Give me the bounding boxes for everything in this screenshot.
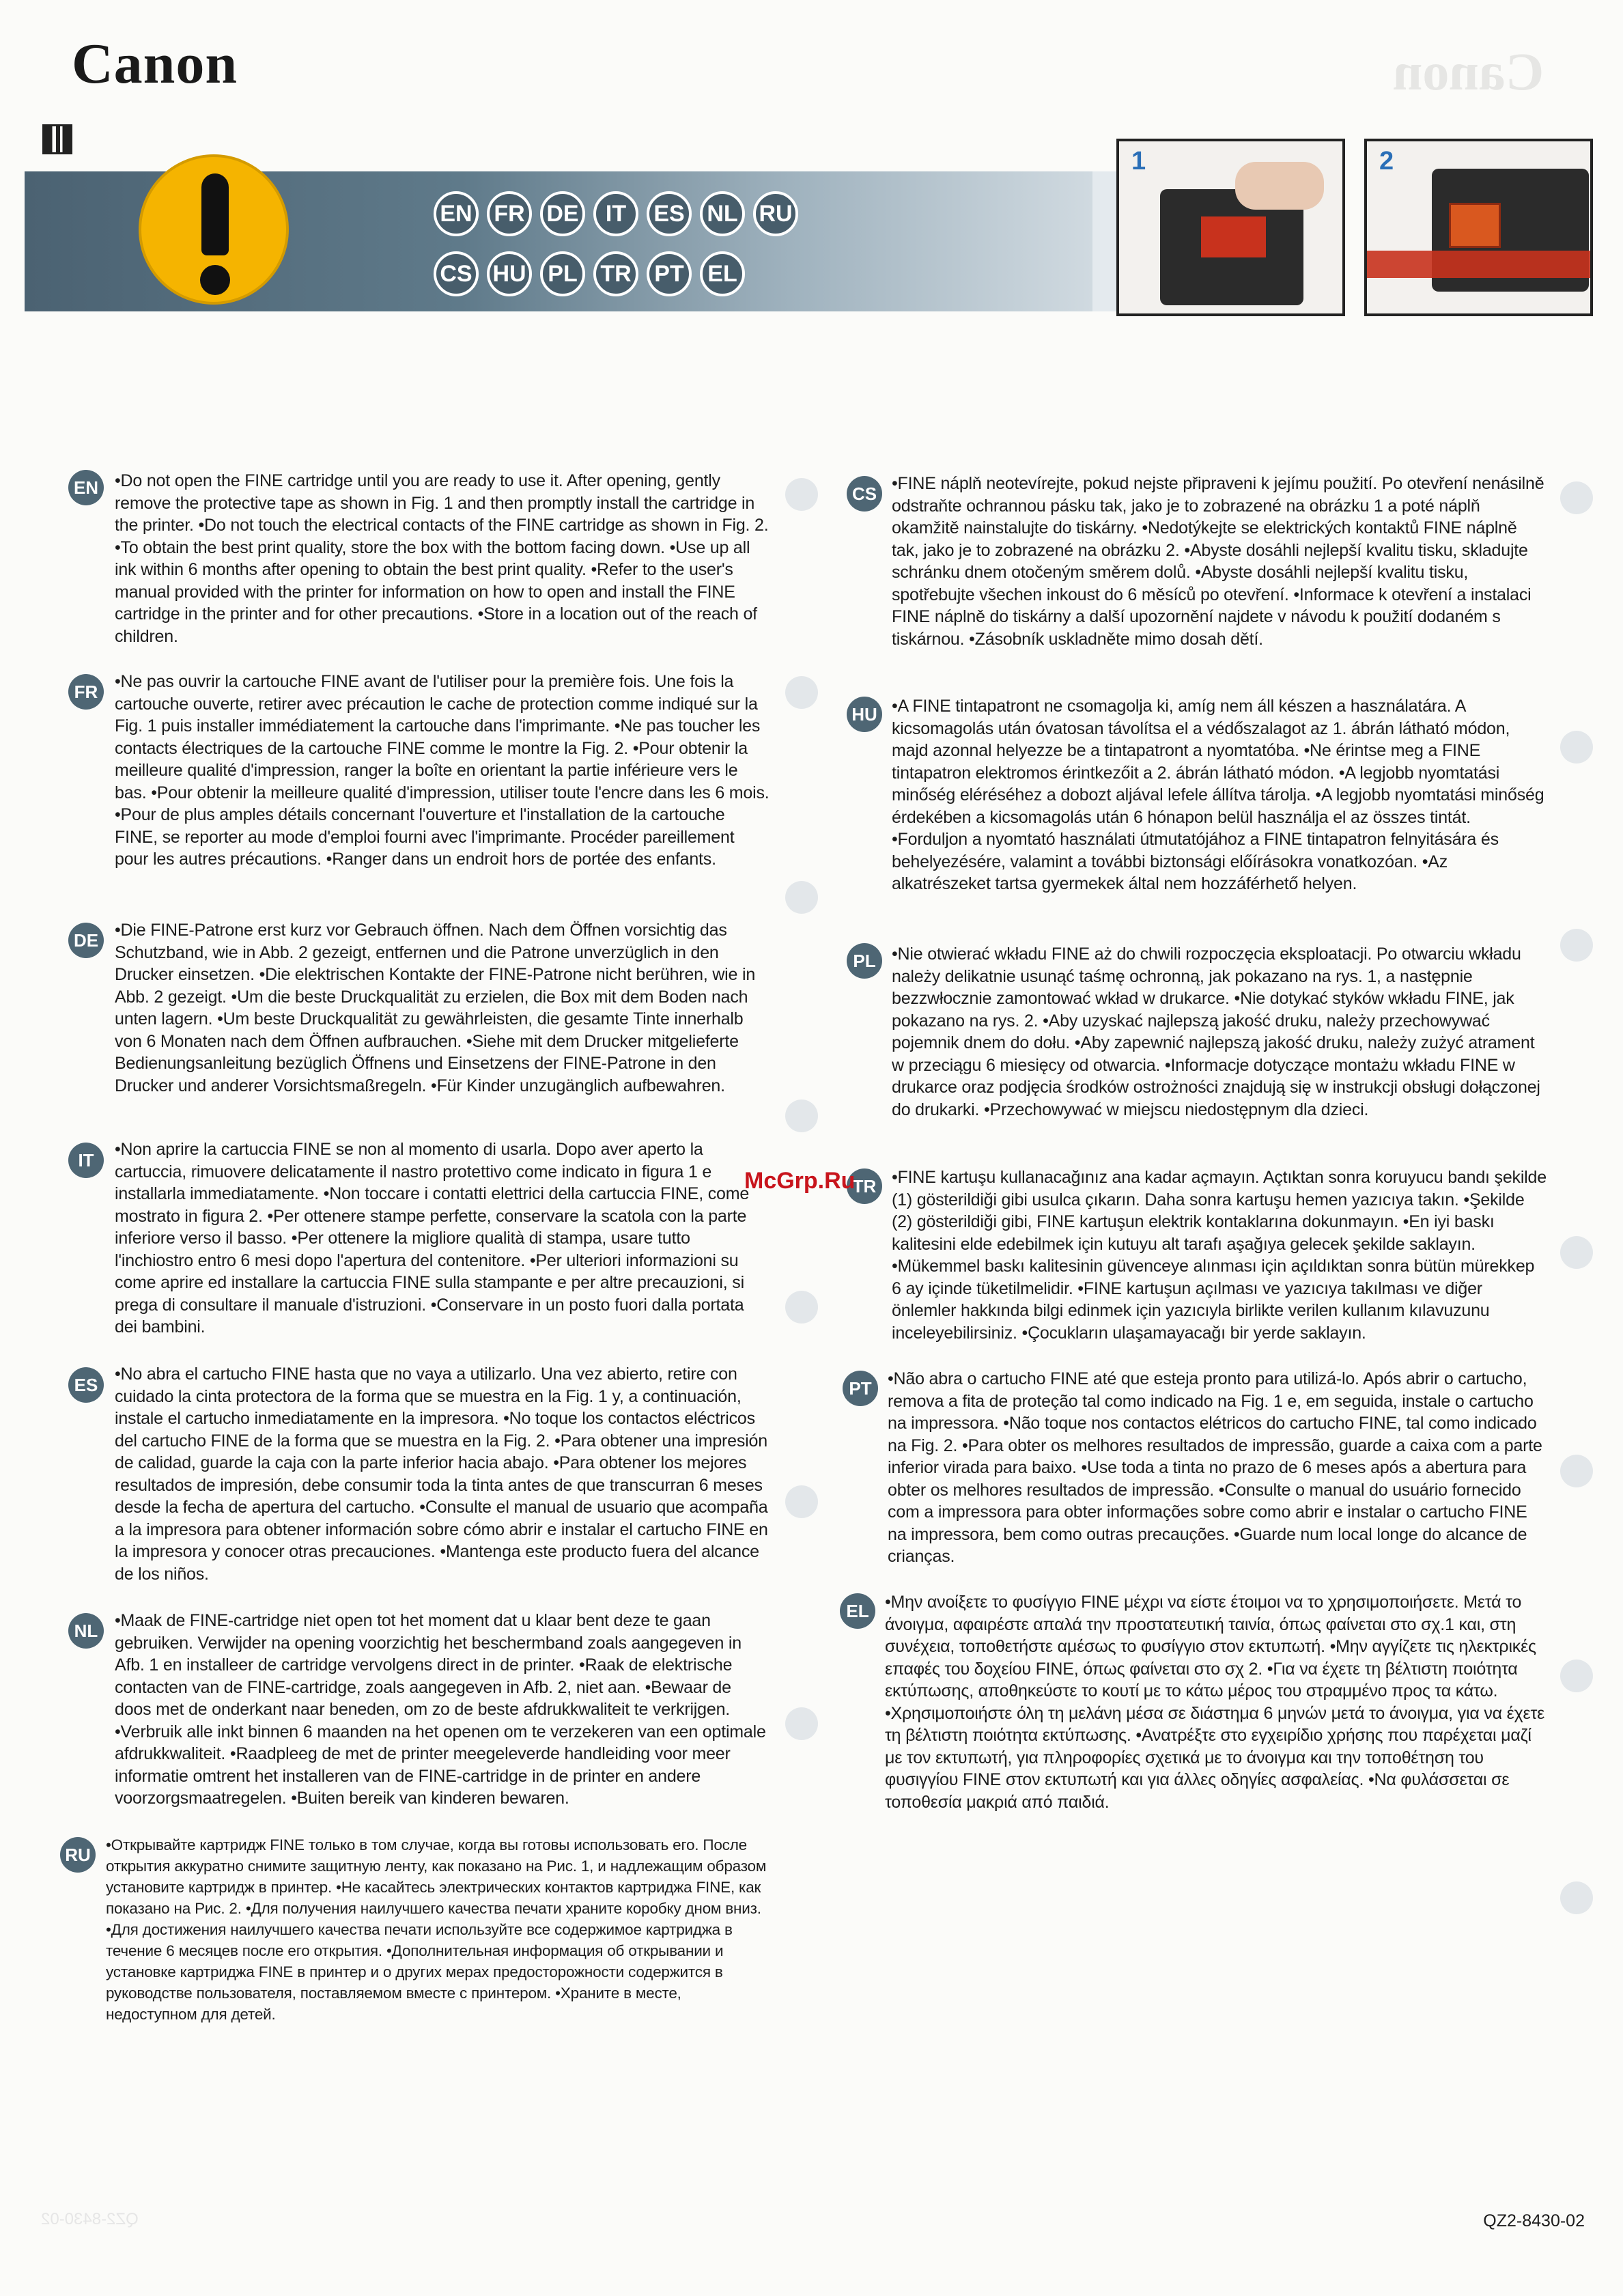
- language-badge-pt: PT: [647, 251, 692, 296]
- section-text-pt: •Não abra o cartucho FINE até que esteja pronto para utilizá-lo. Após abrir o cartucho, remova a fita de proteção tal como indicado na Fig. 1 e, em seguida, instale o cartucho na impressora. •Não toque nos contactos elétricos do cartucho FINE, tal como indicado na Fig. 2. •Para obter os melhores resultados de impressão, guarde a caixa com a parte inferior virada para baixo. •Use toda a tinta no prazo de 6 meses após a abertura para obter os melhores resultados de impressão. •Consulte o manual do usuário fornecido com a impressora para obter informações sobre como abrir e instalar o cartucho FINE na impressora, bem como outras precauções. •Guarde num local longe do alcance de crianças.: [888, 1369, 1542, 1566]
- section-text-fr: •Ne pas ouvrir la cartouche FINE avant de l'utiliser pour la première fois. Une fois la cartouche ouverte, retirer avec précaution le cache de protection comme indiqué sur la Fig. 1 puis installer immédiatement la cartouche dans l'imprimante. •Ne pas toucher les contacts électriques de la cartouche FINE comme le montre la Fig. 2. •Pour obtenir la meilleure qualité d'impression, ranger la boîte en orientant la partie inférieure vers le bas. •Pour obtenir la meilleure qualité d'impression, utiliser toute l'encre dans les 6 mois. •Pour de plus amples détails concernant l'ouverture et l'installation de la cartouche FINE, se reporter au mode d'emploi fourni avec l'imprimante. Procéder pareillement pour les autres précautions. •Ranger dans un endroit hors de portée des enfants.: [115, 672, 770, 869]
- watermark: McGrp.Ru: [744, 1168, 856, 1194]
- electrical-contacts-illustration: [1449, 203, 1501, 248]
- language-badge-it: IT: [593, 191, 638, 236]
- section-text-pl: •Nie otwierać wkładu FINE aż do chwili rozpoczęcia eksploatacji. Po otwarciu wkładu należy delikatnie usunąć taśmę ochronną, jak pokazano na rys. 1, a następnie bezzwłocznie zamontować wkład w drukarce. •Nie dotykać styków wkładu FINE, jak pokazano na rys. 2. •Aby uzyskać najlepszą jakość druku, należy przechowywać pojemnik dnem do dołu. •Aby zapewnić najlepszą jakość druku, należy zużyć atrament w przeciągu 6 miesięcy od otwarcia. •Informacje dotyczące montażu wkładu FINE w drukarce oraz podjęcia środków ostrożności znajdują się w instrukcji obsługi dołączonej do drukarki. •Przechowywać w miejscu niedostępnym dla dzieci.: [892, 944, 1540, 1119]
- language-badge-tr: TR: [593, 251, 638, 296]
- figure-2-label: 2: [1379, 147, 1394, 176]
- section-text-el: •Μην ανοίξετε το φυσίγγιο FINE μέχρι να είστε έτοιμοι να το χρησιμοποιήσετε. Μετά το άνοιγμα, αφαιρέστε απαλά την προστατευτική ταινία, όπως φαίνεται στο σχ.1 και, στη συνέχεια, τοποθετήστε αμέσως το φυσίγγιο στον εκτυπωτή. •Μην αγγίζετε τις ηλεκτρικές επαφές του δοχείου FINE, όπως φαίνεται στο σχ 2. •Για να έχετε τη βέλτιστη ποιότητα εκτύπωσης, αποθηκεύστε το κουτί με το κάτω μέρος του στραμμένο προς τα κάτω. •Χρησιμοποιήστε όλη τη μελάνη μέσα σε διάστημα 6 μηνών μετά το άνοιγμα, για να έχετε τη βέλτιστη ποιότητα εκτύπωσης. •Ανατρέξτε στο εγχειρίδιο χρήσης που παρέχεται μαζί με τον εκτυπωτή, για πληροφορίες σχετικά με το άνοιγμα και την τοποθέτηση του φυσιγγίου FINE στον εκτυπωτή και για άλλες οδηγίες ασφαλείας. •Να φυλάσσεται σε τοποθεσία μακριά από παιδιά.: [885, 1593, 1545, 1812]
- figure-2-electrical-contacts: [1364, 139, 1593, 316]
- language-badge-es: ES: [647, 191, 692, 236]
- bleed-through-badge: [785, 881, 818, 914]
- lang-badge-nl: NL: [68, 1613, 104, 1649]
- bleed-through-badge: [785, 1485, 818, 1518]
- lang-badge-hu: HU: [847, 697, 882, 732]
- bleed-through-badge: [785, 1291, 818, 1324]
- bleed-through-badge: [1560, 1881, 1593, 1914]
- language-badge-hu: HU: [487, 251, 532, 296]
- bleed-through-badge: [1560, 481, 1593, 514]
- section-text-de: •Die FINE-Patrone erst kurz vor Gebrauch öffnen. Nach dem Öffnen vorsichtig das Schutzband, wie in Abb. 2 gezeigt, entfernen und die Patrone unverzüglich in den Drucker einsetzen. •Die elektrischen Kontakte der FINE-Patrone nicht berühren, wie in Abb. 2 gezeigt. •Um die beste Druckqualität zu erzielen, die Box mit dem Boden nach unten lagern. •Um beste Druckqualität zu gewährleisten, die gesamte Tinte innerhalb von 6 Monaten nach dem Öffnen aufbrauchen. •Siehe mit dem Drucker mitgelieferte Bedienungsanleitung bezüglich Öffnens und Einsetzens der FINE-Patrone in den Drucker und anderer Vorsichtsmaßregeln. •Für Kinder unzugänglich aufbewahren.: [115, 921, 756, 1095]
- lang-badge-el: EL: [840, 1593, 875, 1629]
- document-code: QZ2-8430-02: [1483, 2211, 1585, 2230]
- section-text-en: •Do not open the FINE cartridge until you are ready to use it. After opening, gently remove the protective tape as shown in Fig. 1 and then promptly install the cartridge in the printer. •Do not touch the electrical contacts of the FINE cartridge as shown in Fig. 2. •To obtain the best print quality, store the box with the bottom facing down. •Use up all ink within 6 months after opening to obtain the best print quality. •Refer to the user's manual provided with the printer for information on how to open and install the FINE cartridge in the printer and for other precautions. •Store in a location out of the reach of children.: [115, 471, 769, 646]
- section-text-cs: •FINE náplň neotevírejte, pokud nejste připraveni k jejímu použití. Po otevření nenásilně odstraňte ochrannou pásku tak, jako je to zobrazené na obrázku 1 a poté náplň okamžitě nainstalujte do tiskárny. •Nedotýkejte se elektrických kontaktů FINE náplně tak, jako je to zobrazené na obrázku 2. •Abyste dosáhli nejlepší kvalitu tisku, skladujte schránku dnem otočeným směrem dolů. •Abyste dosáhli nejlepší kvalitu tisku, spotřebujte všechen inkoust do 6 měsíců po otevření. •Informace k otevření a instalaci FINE náplně do tiskárny a další upozornění najdete v návodu k použití dodaném s tiskárnou. •Zásobník uskladněte mimo dosah dětí.: [892, 474, 1544, 649]
- bleed-through-badge: [785, 1100, 818, 1132]
- hand-illustration: [1235, 162, 1324, 210]
- section-text-nl: •Maak de FINE-cartridge niet open tot het moment dat u klaar bent deze te gaan gebruiken. Verwijder na opening voorzichtig het beschermband zoals aangegeven in Afb. 1 en installeer de cartridge vervolgens direct in de printer. •Raak de elektrische contacten van de FINE-cartridge, zoals aangegeven in Afb. 2, niet aan. •Bewaar de doos met de onderkant naar beneden, om zo de beste afdrukkwaliteit te verkrijgen. •Verbruik alle inkt binnen 6 maanden na het openen om te verzekeren van een optimale afdrukkwaliteit. •Raadpleeg de met de printer meegeleverde handleiding voor meer informatie omtrent het installeren van de FINE-cartridge in de printer en andere voorzorgsmaatregelen. •Buiten bereik van kinderen bewaren.: [115, 1611, 766, 1808]
- language-row-2: [434, 251, 798, 296]
- bleed-through-badge: [1560, 1236, 1593, 1269]
- bleed-through-badge: [1560, 731, 1593, 764]
- section-text-ru: •Открывайте картридж FINE только в том случае, когда вы готовы использовать его. После открытия аккуратно снимите защитную ленту, как показано на Рис. 1, и надлежащим образом установите картридж в принтер. •Не касайтесь электрических контактов картриджа FINE, как показано на Рис. 2. •Для получения наилучшего качества печати храните коробку дном вниз. •Для достижения наилучшего качества печати используйте все содержимое картриджа в течение 6 месяцев после его открытия. •Дополнительная информация об открывании и установке картриджа FINE в принтер и о других мерах предосторожности содержится в руководстве пользователя, поставляемом вместе с принтером. •Храните в месте, недоступном для детей.: [106, 1836, 767, 2023]
- lang-badge-de: DE: [68, 923, 104, 958]
- figure-1-label: 1: [1131, 147, 1146, 176]
- mirrored-brand-ghost: Canon: [1393, 42, 1544, 101]
- language-row-1: [434, 191, 798, 236]
- bleed-through-badge: [1560, 929, 1593, 962]
- language-badge-nl: NL: [700, 191, 745, 236]
- qr-code-icon: [42, 124, 72, 154]
- bleed-through-badge: [1560, 1455, 1593, 1487]
- bleed-through-badge: [785, 676, 818, 709]
- section-text-es: •No abra el cartucho FINE hasta que no vaya a utilizarlo. Una vez abierto, retire con cuidado la cinta protectora de la forma que se muestra en la Fig. 1 y, a continuación, instale el cartucho inmediatamente en la impresora. •No toque los contactos eléctricos del cartucho FINE de la forma que se muestra en la Fig. 2. •Para obtener una impresión de calidad, guarde la caja con la parte inferior hacia abajo. •Para obtener los mejores resultados de impresión, debe consumir toda la tinta antes de que transcurran 6 meses desde la fecha de apertura del cartucho. •Consulte el manual de usuario que acompaña a la impresora para obtener información sobre cómo abrir e instalar el cartucho FINE en la impresora y conocer otras precauciones. •Mantenga este producto fuera del alcance de los niños.: [115, 1364, 768, 1584]
- lang-badge-it: IT: [68, 1143, 104, 1178]
- exclamation-warning-icon: [139, 154, 289, 305]
- figure-1-remove-tape: [1116, 139, 1345, 316]
- do-not-touch-band: [1367, 251, 1593, 278]
- lang-badge-tr: TR: [847, 1168, 882, 1204]
- lang-badge-fr: FR: [68, 674, 104, 710]
- lang-badge-es: ES: [68, 1367, 104, 1403]
- lang-badge-pt: PT: [843, 1371, 878, 1406]
- language-badge-de: DE: [540, 191, 585, 236]
- language-badge-cs: CS: [434, 251, 479, 296]
- bleed-through-badge: [785, 478, 818, 511]
- language-badge-pl: PL: [540, 251, 585, 296]
- bleed-through-badge: [1560, 1660, 1593, 1692]
- lang-badge-ru: RU: [60, 1837, 96, 1873]
- canon-logo: Canon: [72, 32, 238, 96]
- section-text-tr: •FINE kartuşu kullanacağınız ana kadar açmayın. Açtıktan sonra koruyucu bandı şekilde (1) gösterildiği gibi usulca çıkarın. Daha sonra kartuşu hemen yazıcıya takın. •Şekilde (2) gösterildiği gibi, FINE kartuşun elektrik kontaklarına dokunmayın. •En iyi baskı kalitesini elde edebilmek için kutuyu alt tarafı aşağıya gelecek şekilde saklayın. •Mükemmel baskı kalitesinin güvenceye alınması için açıldıktan sonra bütün mürekkep 6 ay içinde tüketilmelidir. •FINE kartuşun açılması ve yazıcıya takılması ve diğer önlemler hakkında bilgi edinmek için yazıcıyla birlikte verilen kullanım kılavuzunu inceleyebilirsiniz. •Çocukların ulaşamayacağı bir yerde saklayın.: [892, 1168, 1547, 1343]
- language-index: [434, 191, 798, 311]
- bleed-through-badge: [785, 1707, 818, 1740]
- language-badge-en: EN: [434, 191, 479, 236]
- section-text-hu: •A FINE tintapatront ne csomagolja ki, amíg nem áll készen a használatára. A kicsomagolás után óvatosan távolítsa el a védőszalagot az 1. ábrán látható módon, majd azonnal helyezze be a tintapatront a nyomtatóba. •Ne érintse meg a FINE tintapatron elektromos érintkezőit a 2. ábrán látható módon. •A legjobb nyomtatási minőség eléréséhez a dobozt aljával lefele állítva tárolja. •A legjobb nyomtatási minőség érdekében a kicsomagolás után 6 hónapon belül használja el az összes tintát. •Forduljon a nyomtató használati útmutatójához a FINE tintapatron felnyitására és behelyezésére, valamint a további biztonsági előírásokra vonatkozóan. •Az alkatrészeket tartsa gyermekek által nem hozzáférhető helyen.: [892, 697, 1544, 893]
- lang-badge-pl: PL: [847, 943, 882, 979]
- section-text-it: •Non aprire la cartuccia FINE se non al momento di usarla. Dopo aver aperto la cartuccia, rimuovere delicatamente il nastro protettivo come indicato in figura 1 e installarla immediatamente. •Non toccare i contatti elettrici della cartuccia FINE, come mostrato in figura 2. •Per ottenere stampe perfette, conservare la scatola con la parte inferiore verso il basso. •Per ottenere la migliore qualità di stampa, usare tutto l'inchiostro entro 6 mesi dopo l'apertura del contenitore. •Per ulteriori informazioni su come aprire ed installare la cartuccia FINE sulla stampante e per altre precauzioni, si prega di consultare il manuale d'istruzioni. •Conservare in un posto fuori dalla portata dei bambini.: [115, 1140, 750, 1336]
- lang-badge-cs: CS: [847, 476, 882, 512]
- language-badge-fr: FR: [487, 191, 532, 236]
- protective-tape-illustration: [1201, 216, 1266, 257]
- lang-badge-en: EN: [68, 470, 104, 505]
- mirrored-code-ghost: QZ2-8430-02: [41, 2210, 139, 2228]
- language-badge-el: EL: [700, 251, 745, 296]
- language-badge-ru: RU: [753, 191, 798, 236]
